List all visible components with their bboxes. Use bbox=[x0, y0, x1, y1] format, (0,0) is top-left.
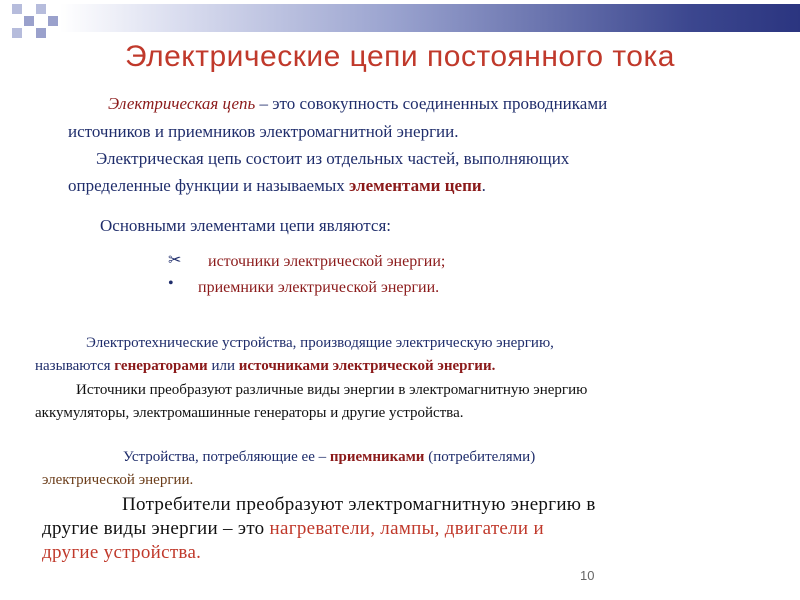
decorative-header-bar bbox=[0, 0, 800, 38]
receivers-line-4: другие виды энергии – это нагреватели, лампы, двигатели и bbox=[42, 518, 544, 539]
receivers-line-2: электрической энергии. bbox=[42, 472, 194, 488]
list-item-receivers: приемники электрической энергии. bbox=[198, 279, 440, 296]
header-gradient-band bbox=[60, 4, 800, 32]
elements-heading: Основными элементами цепи являются: bbox=[100, 216, 391, 235]
receivers-line-3: Потребители преобразуют электромагнитную энергию в bbox=[122, 494, 596, 515]
receivers-line-5: другие устройства. bbox=[42, 542, 202, 563]
decorative-square bbox=[12, 4, 22, 14]
receivers-highlight: приемниками bbox=[329, 449, 425, 465]
generators-line-4: аккумуляторы, электромашинные генераторы и другие устройства. bbox=[35, 405, 464, 421]
decorative-square bbox=[36, 4, 46, 14]
decorative-square bbox=[48, 16, 58, 26]
definition-line-4: определенные функции и называемых элементами цепи. bbox=[68, 176, 486, 195]
decorative-square bbox=[12, 28, 22, 38]
definition-line-2: источников и приемников электромагнитной энергии. bbox=[68, 122, 459, 141]
decorative-square bbox=[24, 16, 34, 26]
list-item-bullet: • bbox=[168, 275, 174, 292]
generators-line-2: называются генераторами или источниками электрической энергии. bbox=[35, 358, 496, 374]
slide-title: Электрические цепи постоянного тока bbox=[125, 40, 675, 73]
definition-term: Электрическая цепь bbox=[108, 94, 256, 113]
generators-line-3: Источники преобразуют различные виды энергии в электромагнитную энергию bbox=[76, 382, 588, 398]
sources-highlight: источниками электрической энергии. bbox=[238, 358, 496, 374]
elements-highlight: элементами цепи bbox=[349, 176, 482, 195]
decorative-square bbox=[36, 28, 46, 38]
receivers-line-1: Устройства, потребляющие ее – приемниками (потребителями) bbox=[123, 449, 536, 465]
list-item-sources: источники электрической энергии; bbox=[208, 253, 446, 270]
consumers-highlight: нагреватели, лампы, двигатели и bbox=[269, 518, 544, 539]
generators-line-1: Электротехнические устройства, производящие электрическую энергию, bbox=[86, 335, 554, 351]
page-number: 10 bbox=[580, 568, 595, 583]
definition-line-1: Электрическая цепь – это совокупность соединенных проводниками bbox=[108, 94, 608, 113]
generators-highlight: генераторами bbox=[114, 358, 208, 374]
definition-line-3: Электрическая цепь состоит из отдельных частей, выполняющих bbox=[96, 149, 570, 168]
list-item-bullet: ✂ bbox=[168, 252, 182, 269]
